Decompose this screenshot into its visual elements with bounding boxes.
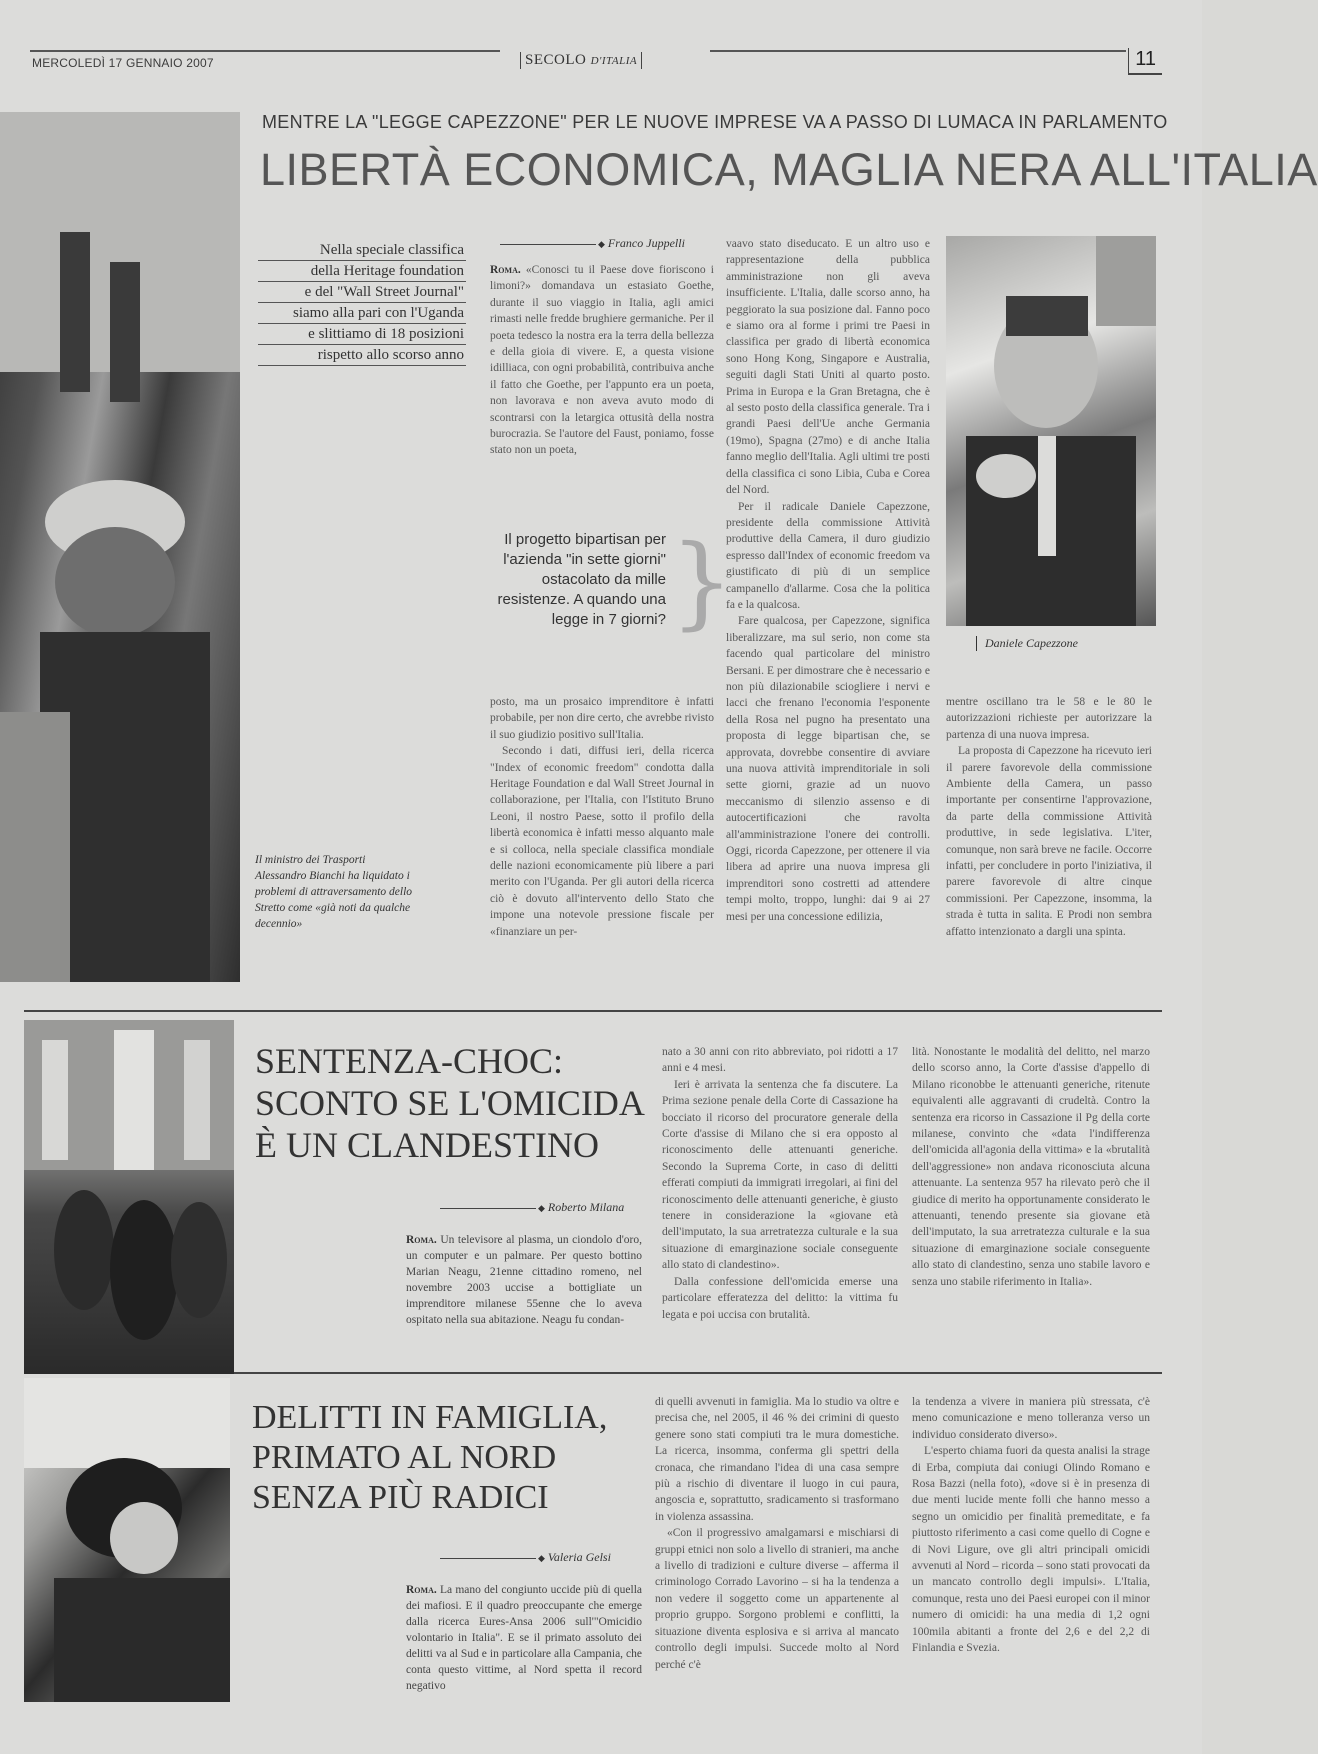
- paragraph: di quelli avvenuti in famiglia. Ma lo studio va oltre e precisa che, nel 2005, il 46 % dei crimini di questo genere sono stati compiuti tra le mura domestiche. La ricerca, insomma, conferma gli spettri della cronaca, che rimandano l'idea di una casa sempre più a rischio di diventare il luogo in cui paura, angoscia e, soprattutto, sradicamento si trasformano in violenza assassina.: [655, 1396, 899, 1523]
- diamond-icon: ◆: [598, 239, 605, 249]
- dateline: Roma.: [490, 264, 521, 276]
- paragraph: «Con il progressivo amalgamarsi e mischiarsi di gruppi etnici non solo a livello di stranieri, ma anche a livello di tradizioni e culture diverse – afferma il criminologo Corrado Lavorino – si ha la tendenza a non vedere il soggetto come un appartenente al proprio gruppo. Sorgono problemi e conflitti, la situazione diventa esplosiva e si arriva al mancato controllo degli impulsi. Succede molto al Nord perché c'è: [655, 1527, 899, 1671]
- article-byline: [440, 1200, 624, 1215]
- paragraph: la tendenza a vivere in maniera più stressata, c'è meno comunicazione e meno tolleranza verso un individuo considerato diverso».: [912, 1396, 1150, 1441]
- byline-rule: [440, 1208, 536, 1209]
- brace-icon: }: [670, 523, 734, 640]
- header-date: MERCOLEDÌ 17 GENNAIO 2007: [32, 56, 214, 70]
- photo-caption: Daniele Capezzone: [976, 636, 1078, 651]
- paragraph: lità. Nonostante le modalità del delitto, nel marzo dello scorso anno, la Corte d'assise d'appello di Milano riconobbe le attenuanti generiche, ritenute equivalenti alle aggravanti di crudeltà. Contro la sentenza era ricorso in Cassazione il Pg della corte milanese, convinto che «data l'indifferenza dell'omicida all'agonia della vittima» e la «brutalità dell'aggressione» non andava riconosciuta alcuna attenuante. La sentenza 957 ha rilevato però che il giudice di merito ha opportunamente considerato le attenuanti, tenendo presente sia giovane età dell'imputato, la sua arretratezza culturale e la sua situazione di emarginazione sociale conseguente allo stato di clandestino, senza uno stabile lavoro e senza uno stabile riferimento in Italia».: [912, 1046, 1150, 1288]
- section-rule: [24, 1010, 1162, 1012]
- article-column: [946, 694, 1152, 976]
- paragraph-text: Un televisore al plasma, un ciondolo d'oro, un computer e un palmare. Per questo bottino Marian Neagu, 21enne cittadino romeno, nel novembre 2003 uccise a bottigliate un imprenditore milanese 55enne che lo aveva ospitato nella sua abitazione. Neagu fu condan-: [406, 1234, 643, 1326]
- article-column: [662, 1044, 898, 1374]
- photo-officer: [0, 112, 240, 982]
- article-title: SENTENZA-CHOC: SCONTO SE L'OMICIDA È UN CLANDESTINO: [255, 1041, 643, 1165]
- article-column: [655, 1394, 899, 1706]
- header-rule: [30, 50, 500, 52]
- masthead-name: SECOLO: [525, 52, 587, 68]
- paragraph: Fare qualcosa, per Capezzone, significa liberalizzare, ma sul serio, non come sta facendo qual particolare del ministro Bersani. E per dimostrare che è necessario e non più dilazionabile sciogliere i nervi e lacci che frenano l'economia l'esponente della Rosa nel pugno ha presentato una proposta di legge bipartisan che, se approvata, dovrebbe consentire di avviare una nuova attività imprenditoriale in soli sette giorni, grazie ad un nuovo meccanismo di silenzio assenso e di autocertificazioni che ravolta all'amministrazione l'onere dei controlli. Oggi, ricorda Capezzone, per ottenere il via libera ad aprire una nuova impresa gli imprenditori sono costretti ad attendere tempi molto, troppo, lunghi: dai 9 ai 27 mesi per una concessione edilizia,: [726, 615, 930, 923]
- paragraph: La proposta di Capezzone ha ricevuto ieri il parere favorevole della commissione Ambiente della Camera, un passo importante per consentirne l'approvazione, da parte della commissione Attività produttive, in sede legislativa. L'iter, comunque, non sarà breve ne facile. Occorre infatti, per concludere in porto l'iniziativa, il parere favorevole di altre cinque commissioni. Per Capezzone, insomma, la strada è tutta in salita. E Prodi non sembra affatto intenzionato a dargli una spinta.: [946, 745, 1152, 938]
- dateline: Roma.: [406, 1584, 437, 1596]
- photo-officer-shapes: [0, 112, 240, 982]
- paragraph: mentre oscillano tra le 58 e le 80 le autorizzazioni richieste per autorizzare la partenza di una nuova impresa.: [946, 696, 1152, 741]
- paragraph: L'esperto chiama fuori da questa analisi la strage di Erba, compiuta dai coniugi Olindo Romano e Rosa Bazzi (nella foto), «dove si è in presenza di due menti lucide mente folli che hanno messo a segno un omicidio per finalità premeditate, e fa piuttosto riferimento a casi come quello di Cogne e di Novi Ligure, ove gli altri principali omicidi avvenuti al Nord – ricorda – sono stati provocati da un mancato controllo degli impulsi». L'Italia, comunque, resta uno dei Paesi europei con il minor numero di omicidi: ha una media di 1,2 ogni 100mila abitanti a fronte del 2,6 e del 2,2 di Finlandia e Svezia.: [912, 1445, 1150, 1655]
- diamond-icon: ◆: [538, 1553, 545, 1563]
- byline-author: Roberto Milana: [547, 1200, 625, 1214]
- paragraph: Ieri è arrivata la sentenza che fa discutere. La Prima sezione penale della Corte di Cassazione ha bocciato il ricorso del procuratore generale della Corte d'assise di Milano che si era opposto al riconoscimento delle attenuanti generiche. Secondo la Suprema Corte, in caso di delitti efferati compiuti da immigrati irregolari, ai fini del riconoscimento delle attenuanti generiche, è giusto tenere in considerazione la «giovane età dell'imputato, la sua arretratezza culturale e la sua situazione di emarginazione sociale conseguente allo stato di clandestino».: [662, 1078, 898, 1272]
- deck-line: rispetto allo scorso anno: [258, 345, 466, 366]
- byline-author: Franco Juppelli: [607, 236, 685, 250]
- paragraph: nato a 30 anni con rito abbreviato, poi ridotti a 17 anni e 4 mesi.: [662, 1046, 898, 1075]
- article-kicker: MENTRE LA "LEGGE CAPEZZONE" PER LE NUOVE IMPRESE VA A PASSO DI LUMACA IN PARLAMENTO: [262, 112, 1168, 132]
- deck-line: Nella speciale classifica: [258, 240, 466, 261]
- article-column: [406, 1582, 642, 1706]
- photo-court-shapes: [24, 1020, 234, 1374]
- deck-line: e del "Wall Street Journal": [258, 282, 466, 303]
- paragraph: Per il radicale Daniele Capezzone, presidente della commissione Attività produttive della Camera, il duro giudizio espresso dall'Index of economic freedom va giustificato di più di un semplice campanello d'allarme. Cosa che la politica fa e la qualcosa.: [726, 500, 930, 611]
- diamond-icon: ◆: [538, 1203, 545, 1213]
- paragraph-text: La mano del congiunto uccide più di quella dei mafiosi. E il quadro preoccupante che emerge dalla ricerca Eures-Ansa 2006 sull'"Omicidio volontario in Italia". E se il primato assoluto dei delitti va al Sud e in particolare alla Campania, che conta questo vittime, al Nord spetta il record negativo: [406, 1584, 643, 1692]
- paragraph: Secondo i dati, diffusi ieri, della ricerca "Index of economic freedom" condotta dalla Heritage Foundation e dal Wall Street Journal in collaborazione, per l'Italia, con l'Istituto Bruno Leoni, il nostro Paese, sotto il profilo della libertà economica è infatti messo alquanto male e si colloca, nella speciale classifica mondiale delle nazioni economicamente più libere a pari merito con l'Uganda. Per gli autori della ricerca ciò è dovuto all'intervento dello Stato che impone una notevole pressione fiscale per «finanziare un per-: [490, 745, 714, 938]
- dateline: Roma.: [406, 1234, 437, 1246]
- photo-capezzone: [946, 236, 1156, 626]
- photo-family-shapes: [24, 1378, 230, 1702]
- paragraph: posto, ma un prosaico imprenditore è infatti probabile, per non dire certo, che avrebbe rivisto il suo giudizio positivo sull'Italia.: [490, 696, 714, 741]
- paragraph: [490, 262, 714, 459]
- photo-family: [24, 1378, 230, 1702]
- article-column: [490, 262, 714, 524]
- article-column: [912, 1044, 1150, 1374]
- article-byline: [500, 236, 685, 251]
- photo-capezzone-shapes: [946, 236, 1156, 626]
- section-rule: [234, 1372, 1162, 1374]
- deck-line: e slittiamo di 18 posizioni: [258, 324, 466, 345]
- paragraph-text: «Conosci tu il Paese dove fioriscono i limoni?» domandava un estasiato Goethe, durante il suo viaggio in Italia, agli amici rimasti nelle fredde brughiere germaniche. Per il poeta tedesco la nostra era la terra della bellezza e della gioia di vivere. E, a questa visione idilliaca, con ogni probabilità, contribuiva anche il fatto che Goethe, per l'appunto era un poeta, non lavorava e non aveva avuto modo di scontrarsi con la letargica ottusità della nostra burocrazia. Se l'autore del Faust, poniamo, fosse stato non un poeta,: [490, 264, 714, 457]
- pull-quote: Il progetto bipartisan per l'azienda "in sette giorni" ostacolato da mille resistenze. A quando una legge in 7 giorni?: [497, 531, 666, 628]
- masthead-sub: D'ITALIA: [590, 55, 638, 67]
- masthead: [520, 52, 642, 69]
- paragraph: Dalla confessione dell'omicida emerse una particolare efferatezza del delitto: la vittima fu legata e poi uccisa con brutalità.: [662, 1275, 898, 1321]
- article-column: [726, 236, 930, 926]
- paragraph: vaavo stato diseducato. E un altro uso e rappresentazione della pubblica amministrazione non gli aveva insufficiente. L'Italia, dalle scorso anno, ha peggiorato la sua posizione dal. Fanno poco e siamo ora al forme i primi tre Paesi in classifica per grado di libertà economica sono Hong Kong, Singapore e Australia, seguiti dagli Stati Uniti al quarto posto. Prima in Europa e la Gran Bretagna, che è al sesto posto della classifica generale. Tra i grandi Paesi dell'Ue anche Germania (19mo), Spagna (27mo) e di anche Italia fanno meglio dell'Italia. Agli ultimi tre posti della classifica ci sono Libia, Cuba e Corea del Nord.: [726, 238, 930, 497]
- photo-caption: Il ministro dei Trasporti Alessandro Bianchi ha liquidato i problemi di attraversamento dello Stretto come «già noti da qualche decennio»: [255, 854, 413, 930]
- byline-rule: [440, 1558, 536, 1559]
- article-title: LIBERTÀ ECONOMICA, MAGLIA NERA ALL'ITALIA: [260, 144, 1318, 195]
- article-deck: [258, 240, 466, 366]
- article-column: [406, 1232, 642, 1374]
- deck-line: della Heritage foundation: [258, 261, 466, 282]
- article-title: DELITTI IN FAMIGLIA, PRIMATO AL NORD SENZA PIÙ RADICI: [252, 1399, 608, 1516]
- byline-rule: [500, 244, 596, 245]
- photo-court: [24, 1020, 234, 1374]
- article-column: [912, 1394, 1150, 1706]
- page-header: [30, 50, 1162, 76]
- header-rule: [710, 50, 1126, 52]
- article-byline: [440, 1550, 611, 1565]
- article-column: [490, 694, 714, 974]
- byline-author: Valeria Gelsi: [547, 1550, 611, 1564]
- deck-line: siamo alla pari con l'Uganda: [258, 303, 466, 324]
- page-number: 11: [1128, 48, 1162, 75]
